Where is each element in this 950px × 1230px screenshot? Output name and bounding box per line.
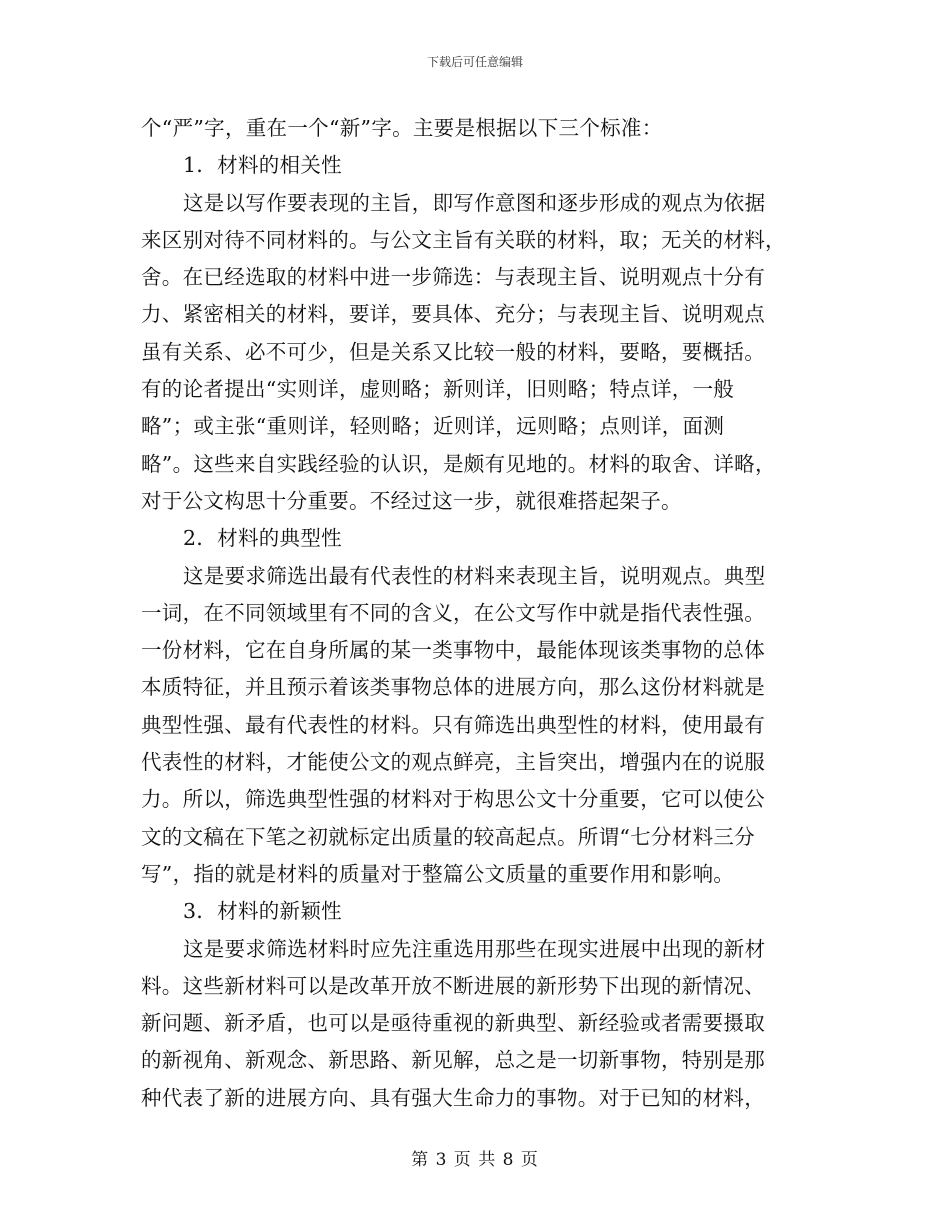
- text-line: 写”，指的就是材料的质量对于整篇公文质量的重要作用和影响。: [141, 861, 735, 886]
- page-header-note: 下载后可任意编辑: [426, 55, 523, 69]
- text-line: 虽有关系、必不可少，但是关系又比较一般的材料，要略，要概括。: [141, 339, 765, 364]
- text-line: 料。这些新材料可以是改革开放不断进展的新形势下出现的新情况、: [141, 973, 765, 998]
- text-line: 略”；或主张“重则详，轻则略；近则详，远则略；点则详，面测: [141, 414, 725, 439]
- text-line: 一词，在不同领域里有不同的含义，在公文写作中就是指代表性强。: [141, 600, 765, 625]
- text-line: 这是以写作要表现的主旨，即写作意图和逐步形成的观点为依据: [183, 190, 766, 215]
- text-line: 文的文稿在下笔之初就标定出质量的较高起点。所谓“七分材料三分: [141, 824, 755, 849]
- text-line: 略”。这些来自实践经验的认识，是颇有见地的。材料的取舍、详略，: [141, 451, 776, 476]
- text-line: 对于公文构思十分重要。不经过这一步，就很难搭起架子。: [141, 488, 682, 513]
- text-line: 典型性强、最有代表性的材料。只有筛选出典型性的材料，使用最有: [141, 712, 765, 737]
- text-line: 3．材料的新颖性: [183, 899, 342, 924]
- text-line: 种代表了新的进展方向、具有强大生命力的事物。对于已知的材料，: [141, 1085, 765, 1110]
- text-line: 个“严”字，重在一个“新”字。主要是根据以下三个标准：: [141, 116, 663, 140]
- text-line: 2．材料的典型性: [183, 526, 342, 551]
- text-line: 的新视角、新观念、新思路、新见解，总之是一切新事物，特别是那: [141, 1048, 765, 1073]
- text-line: 来区别对待不同材料的。与公文主旨有关联的材料，取；无关的材料，: [141, 227, 786, 252]
- text-line: 有的论者提出“实则详，虚则略；新则详，旧则略；特点详，一般: [141, 377, 735, 402]
- document-body: [141, 110, 811, 1117]
- text-line: 一份材料，它在自身所属的某一类事物中，最能体现该类事物的总体: [141, 638, 765, 663]
- text-line: 新问题、新矛盾，也可以是亟待重视的新典型、新经验或者需要摄取: [141, 1011, 765, 1036]
- text-line: 代表性的材料，才能使公文的观点鲜亮，主旨突出，增强内在的说服: [141, 750, 765, 775]
- text-line: 力。所以，筛选典型性强的材料对于构思公文十分重要，它可以使公: [141, 787, 765, 812]
- text-line: 这是要求筛选出最有代表性的材料来表现主旨，说明观点。典型: [183, 563, 766, 588]
- text-line: 力、紧密相关的材料，要详，要具体、充分；与表现主旨、说明观点: [141, 302, 765, 327]
- text-line: 本质特征，并且预示着该类事物总体的进展方向，那么这份材料就是: [141, 675, 765, 700]
- text-line: 舍。在已经选取的材料中进一步筛选：与表现主旨、说明观点十分有: [141, 265, 765, 290]
- text-line: 这是要求筛选材料时应先注重选用那些在现实进展中出现的新材: [183, 936, 766, 961]
- text-line: 1．材料的相关性: [183, 153, 342, 178]
- page-footer: 第 3 页 共 8 页: [411, 1150, 539, 1170]
